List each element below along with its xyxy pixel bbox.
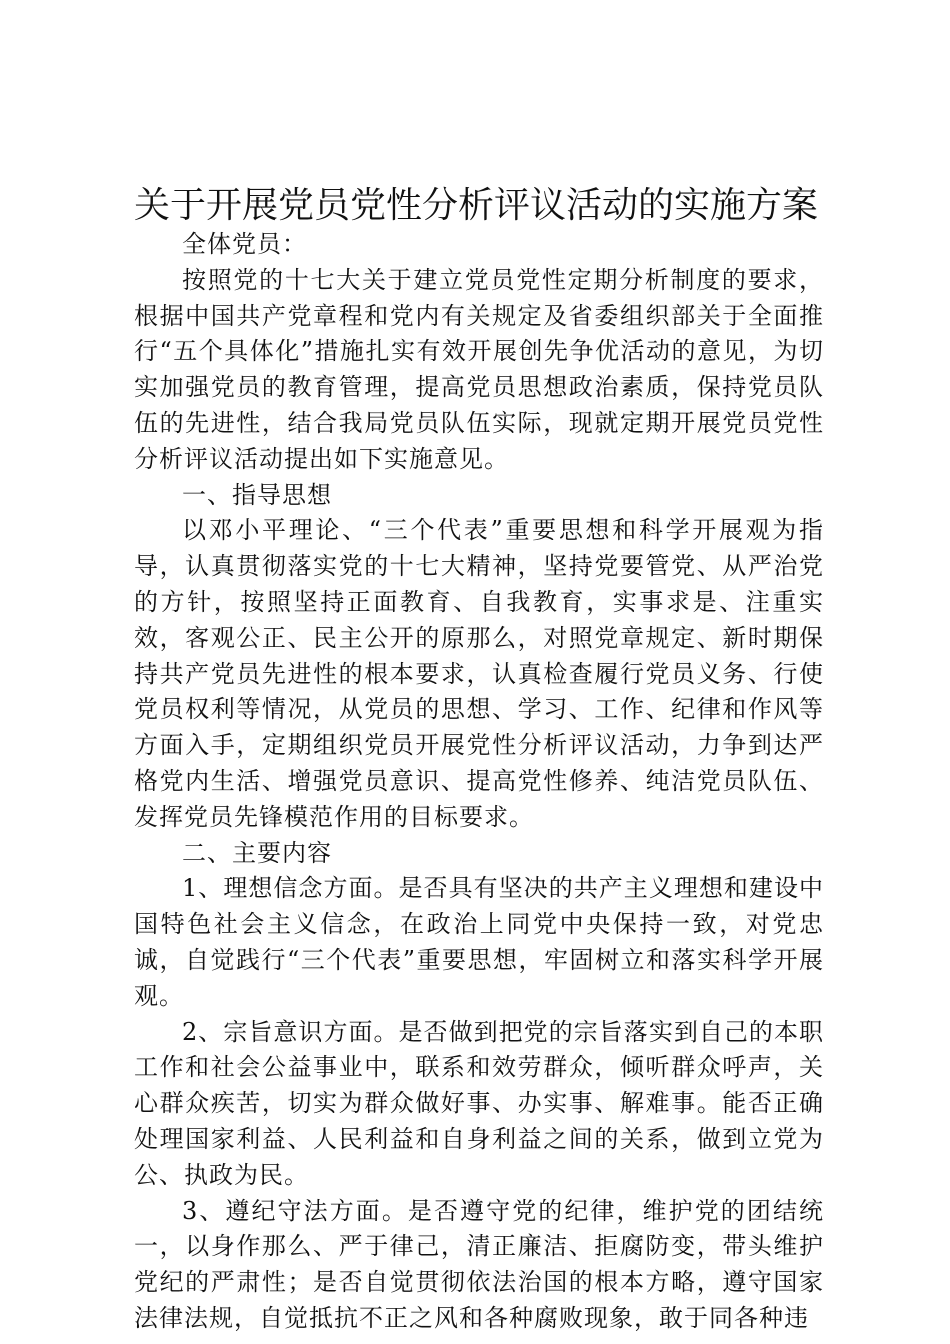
content-item-discipline: 3、遵纪守法方面。是否遵守党的纪律，维护党的团结统一，以身作那么、严于律己，清正廉洁、拒腐防变，带头维护党纪的严肃性；是否自觉贯彻依法治国的根本方略，遵守国家法律法规，自觉抵抗不正之风和各种腐败现象，敢于同各种违 <box>134 1196 824 1332</box>
content-item-purpose: 2、宗旨意识方面。是否做到把党的宗旨落实到自己的本职工作和社会公益事业中，联系和效劳群众，倾听群众呼声，关心群众疾苦，切实为群众做好事、办实事、解难事。能否正确处理国家利益、人民利益和自身利益之间的关系，做到立党为公、执政为民。 <box>134 1017 824 1189</box>
section-heading-guiding-thought: 一、指导思想 <box>182 480 332 509</box>
intro-paragraph: 按照党的十七大关于建立党员党性定期分析制度的要求，根据中国共产党章程和党内有关规定及省委组织部关于全面推行“五个具体化”措施扎实有效开展创先争优活动的意见，为切实加强党员的教育管理，提高党员思想政治素质，保持党员队伍的先进性，结合我局党员队伍实际，现就定期开展党员党性分析评议活动提出如下实施意见。 <box>134 265 824 473</box>
document-body <box>134 227 824 1337</box>
salutation: 全体党员： <box>182 230 307 258</box>
section-heading-main-content: 二、主要内容 <box>182 838 332 867</box>
guiding-thought-paragraph: 以邓小平理论、“三个代表”重要思想和科学开展观为指导，认真贯彻落实党的十七大精神，坚持党要管党、从严治党的方针，按照坚持正面教育、自我教育，实事求是、注重实效，客观公正、民主公开的原那么，对照党章规定、新时期保持共产党员先进性的根本要求，认真检查履行党员义务、行使党员权利等情况，从党员的思想、学习、工作、纪律和作风等方面入手，定期组织党员开展党性分析评议活动，力争到达严格党内生活、增强党员意识、提高党性修养、纯洁党员队伍、发挥党员先锋模范作用的目标要求。 <box>134 516 824 831</box>
content-item-ideals: 1、理想信念方面。是否具有坚决的共产主义理想和建设中国特色社会主义信念，在政治上同党中央保持一致，对党忠诚，自觉践行“三个代表”重要思想，牢固树立和落实科学开展观。 <box>134 874 824 1010</box>
document-title: 关于开展党员党性分析评议活动的实施方案 <box>134 185 819 226</box>
